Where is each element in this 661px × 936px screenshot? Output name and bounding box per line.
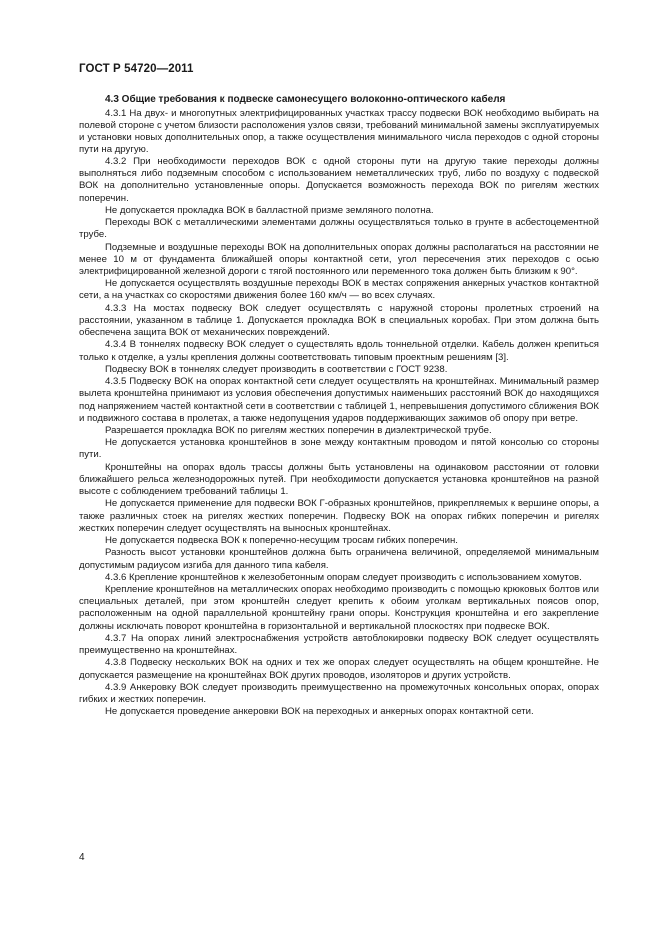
- paragraph-4-3-9: 4.3.9 Анкеровку ВОК следует производить преимущественно на промежуточных консольных опорах, опорах гибких и жестких поперечин.: [79, 681, 599, 706]
- paragraph: Не допускается установка кронштейнов в зоне между контактным проводом и пятой консолью со стороны пути.: [79, 437, 599, 461]
- paragraph: Не допускается осуществлять воздушные переходы ВОК в местах сопряжения анкерных участков контактной сети, а на участках со скоростями движения более 160 км/ч — во всех случаях.: [79, 278, 599, 302]
- paragraph: Крепление кронштейнов на металлических опорах необходимо производить с помощью крюковых болтов или специальных деталей, при этом кронштейн следует крепить к обоим уголкам вертикальных поясов опор, расположенным на одной параллельной кронштейну грани опоры. Конструкция кронштейна и его закрепление должны исключать поворот кронштейна в горизонтальной и вертикальной плоскостях при подвеске ВОК.: [79, 584, 599, 632]
- paragraph-4-3-8: 4.3.8 Подвеску нескольких ВОК на одних и тех же опорах следует осуществлять на общем кронштейне. Не допускается размещение на кронштейнах ВОК других проводов, изоляторов и других устройств.: [79, 657, 599, 681]
- page-number: 4: [79, 852, 85, 863]
- paragraph: Переходы ВОК с металлическими элементами должны осуществляться только в грунте в асбестоцементной трубе.: [79, 217, 599, 241]
- paragraph-4-3-1: 4.3.1 На двух- и многопутных электрифицированных участках трассу подвески ВОК необходимо выбирать на полевой стороне с учетом близости расположения узлов связи, требований минимальной замены эксплуатируемых и установки новых дополнительных опор, а также осуществления минимального числа переходов с одной стороны пути на другую.: [79, 107, 599, 155]
- paragraph-4-3-2: 4.3.2 При необходимости переходов ВОК с одной стороны пути на другую такие переходы должны выполняться либо подземным способом с использованием неметаллических труб, либо по воздуху с подвеской ВОК на дополнительно установленные опоры. Допускается возможность перехода ВОК по ригелям жестких поперечин.: [79, 156, 599, 204]
- paragraph-4-3-4: 4.3.4 В тоннелях подвеску ВОК следует о существлять вдоль тоннельной отделки. Кабель должен крепиться только к отделке, а узлы крепления должны соответствовать типовым проектным решениям [3].: [79, 339, 599, 363]
- paragraph: Не допускается проведение анкеровки ВОК на переходных и анкерных опорах контактной сети.: [105, 706, 534, 718]
- document-body: [79, 94, 599, 719]
- paragraph: Подвеску ВОК в тоннелях следует производить в соответствии с ГОСТ 9238.: [105, 363, 448, 375]
- paragraph: Подземные и воздушные переходы ВОК на дополнительных опорах должны располагаться на расстоянии не менее 10 м от фундамента ближайшей опоры контактной сети, угол пересечения этих переходов с осью электрифицированной железной дороги с тягой постоянного или переменного тока должен быть близким к 90°.: [79, 241, 599, 277]
- section-title: 4.3 Общие требования к подвеске самонесущего волоконно-оптического кабеля: [105, 94, 506, 105]
- document-header: ГОСТ Р 54720—2011: [79, 63, 194, 75]
- paragraph: Не допускается прокладка ВОК в балластной призме земляного полотна.: [105, 204, 434, 216]
- paragraph-4-3-5: 4.3.5 Подвеску ВОК на опорах контактной сети следует осуществлять на кронштейнах. Минимальный размер вылета кронштейна принимают из условия обеспечения допустимых наименьших расстояний ВОК до находящихся под напряжением частей контактной сети в соответствии с таблицей 1, непревышения допустимого сближения ВОК и подвижного состава в пролетах, а также недопущения ударов поддерживающих зажимов об опору при ветре.: [79, 376, 599, 424]
- paragraph: Разрешается прокладка ВОК по ригелям жестких поперечин в диэлектрической трубе.: [105, 425, 492, 436]
- paragraph-4-3-7: 4.3.7 На опорах линий электроснабжения устройств автоблокировки подвеску ВОК следует осуществлять преимущественно на кронштейнах.: [79, 632, 599, 657]
- paragraph: Разность высот установки кронштейнов должна быть ограничена величиной, определяемой минимальным допустимым радиусом изгиба для данного типа кабеля.: [79, 547, 599, 571]
- paragraph: Кронштейны на опорах вдоль трассы должны быть установлены на одинаковом расстоянии от головки ближайшего рельса железнодорожных путей. При необходимости допускается установка кронштейнов на разной высоте с соблюдением требований таблицы 1.: [79, 461, 599, 498]
- paragraph-4-3-3: 4.3.3 На мостах подвеску ВОК следует осуществлять с наружной стороны пролетных строений на расстоянии, указанном в таблице 1. Допускается прокладка ВОК в специальных коробах. При этом должна быть обеспечена защита ВОК от механических повреждений.: [79, 302, 599, 339]
- paragraph: Не допускается подвеска ВОК к поперечно-несущим тросам гибких поперечин.: [105, 535, 458, 547]
- paragraph: Не допускается применение для подвески ВОК Г-образных кронштейнов, прикрепляемых к вершине опоры, а также различных стоек на ригелях жестких поперечин. Подвеску ВОК на опорах гибких поперечин и ригелях жестких поперечин следует осуществлять на выносных кронштейнах.: [79, 498, 599, 534]
- paragraph-4-3-6: 4.3.6 Крепление кронштейнов к железобетонным опорам следует производить с использованием хомутов.: [105, 571, 582, 583]
